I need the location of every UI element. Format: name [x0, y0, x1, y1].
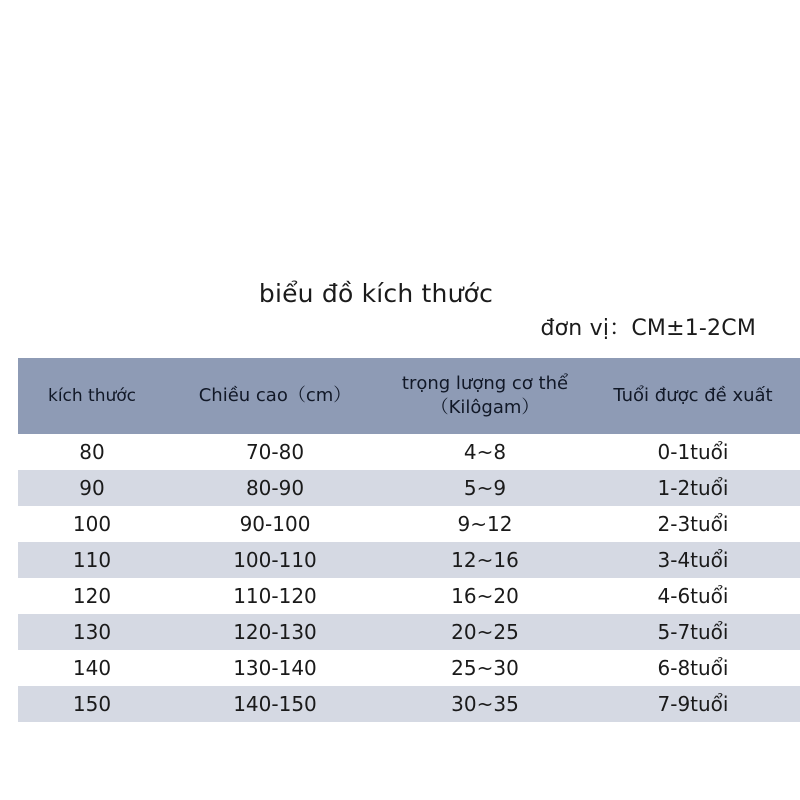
cell-weight: 9~12: [384, 506, 586, 542]
table-row: [18, 506, 800, 542]
page-title: biểu đồ kích thước: [258, 279, 494, 308]
cell-age: 0-1tuổi: [586, 434, 800, 470]
cell-size: 90: [18, 470, 166, 506]
cell-weight: 30~35: [384, 686, 586, 722]
cell-weight: 5~9: [384, 470, 586, 506]
cell-weight: 16~20: [384, 578, 586, 614]
cell-weight: 12~16: [384, 542, 586, 578]
table-row: [18, 650, 800, 686]
column-header-age: Tuổi được đề xuất: [586, 358, 800, 434]
cell-size: 110: [18, 542, 166, 578]
cell-height: 90-100: [166, 506, 384, 542]
table-row: [18, 578, 800, 614]
column-header-weight: trọng lượng cơ thể（Kilôgam）: [384, 358, 586, 434]
cell-age: 7-9tuổi: [586, 686, 800, 722]
cell-size: 80: [18, 434, 166, 470]
column-header-height: Chiều cao（cm）: [166, 358, 384, 434]
table-row: [18, 542, 800, 578]
cell-age: 3-4tuổi: [586, 542, 800, 578]
cell-height: 120-130: [166, 614, 384, 650]
cell-age: 6-8tuổi: [586, 650, 800, 686]
cell-weight: 4~8: [384, 434, 586, 470]
cell-age: 1-2tuổi: [586, 470, 800, 506]
table-row: [18, 434, 800, 470]
cell-height: 110-120: [166, 578, 384, 614]
table-row: [18, 686, 800, 722]
cell-height: 70-80: [166, 434, 384, 470]
cell-age: 2-3tuổi: [586, 506, 800, 542]
cell-age: 4-6tuổi: [586, 578, 800, 614]
table-body: [18, 434, 800, 722]
column-header-size: kích thước: [18, 358, 166, 434]
title-block: [0, 278, 800, 344]
size-chart-table: [18, 358, 800, 722]
cell-weight: 20~25: [384, 614, 586, 650]
unit-note: đơn vị：CM±1-2CM: [540, 316, 756, 341]
cell-age: 5-7tuổi: [586, 614, 800, 650]
cell-height: 130-140: [166, 650, 384, 686]
cell-size: 130: [18, 614, 166, 650]
table-header: [18, 358, 800, 434]
cell-weight: 25~30: [384, 650, 586, 686]
table-row: [18, 614, 800, 650]
table-header-row: [18, 358, 800, 434]
cell-size: 100: [18, 506, 166, 542]
cell-height: 140-150: [166, 686, 384, 722]
cell-height: 100-110: [166, 542, 384, 578]
table-row: [18, 470, 800, 506]
cell-height: 80-90: [166, 470, 384, 506]
cell-size: 120: [18, 578, 166, 614]
cell-size: 150: [18, 686, 166, 722]
cell-size: 140: [18, 650, 166, 686]
